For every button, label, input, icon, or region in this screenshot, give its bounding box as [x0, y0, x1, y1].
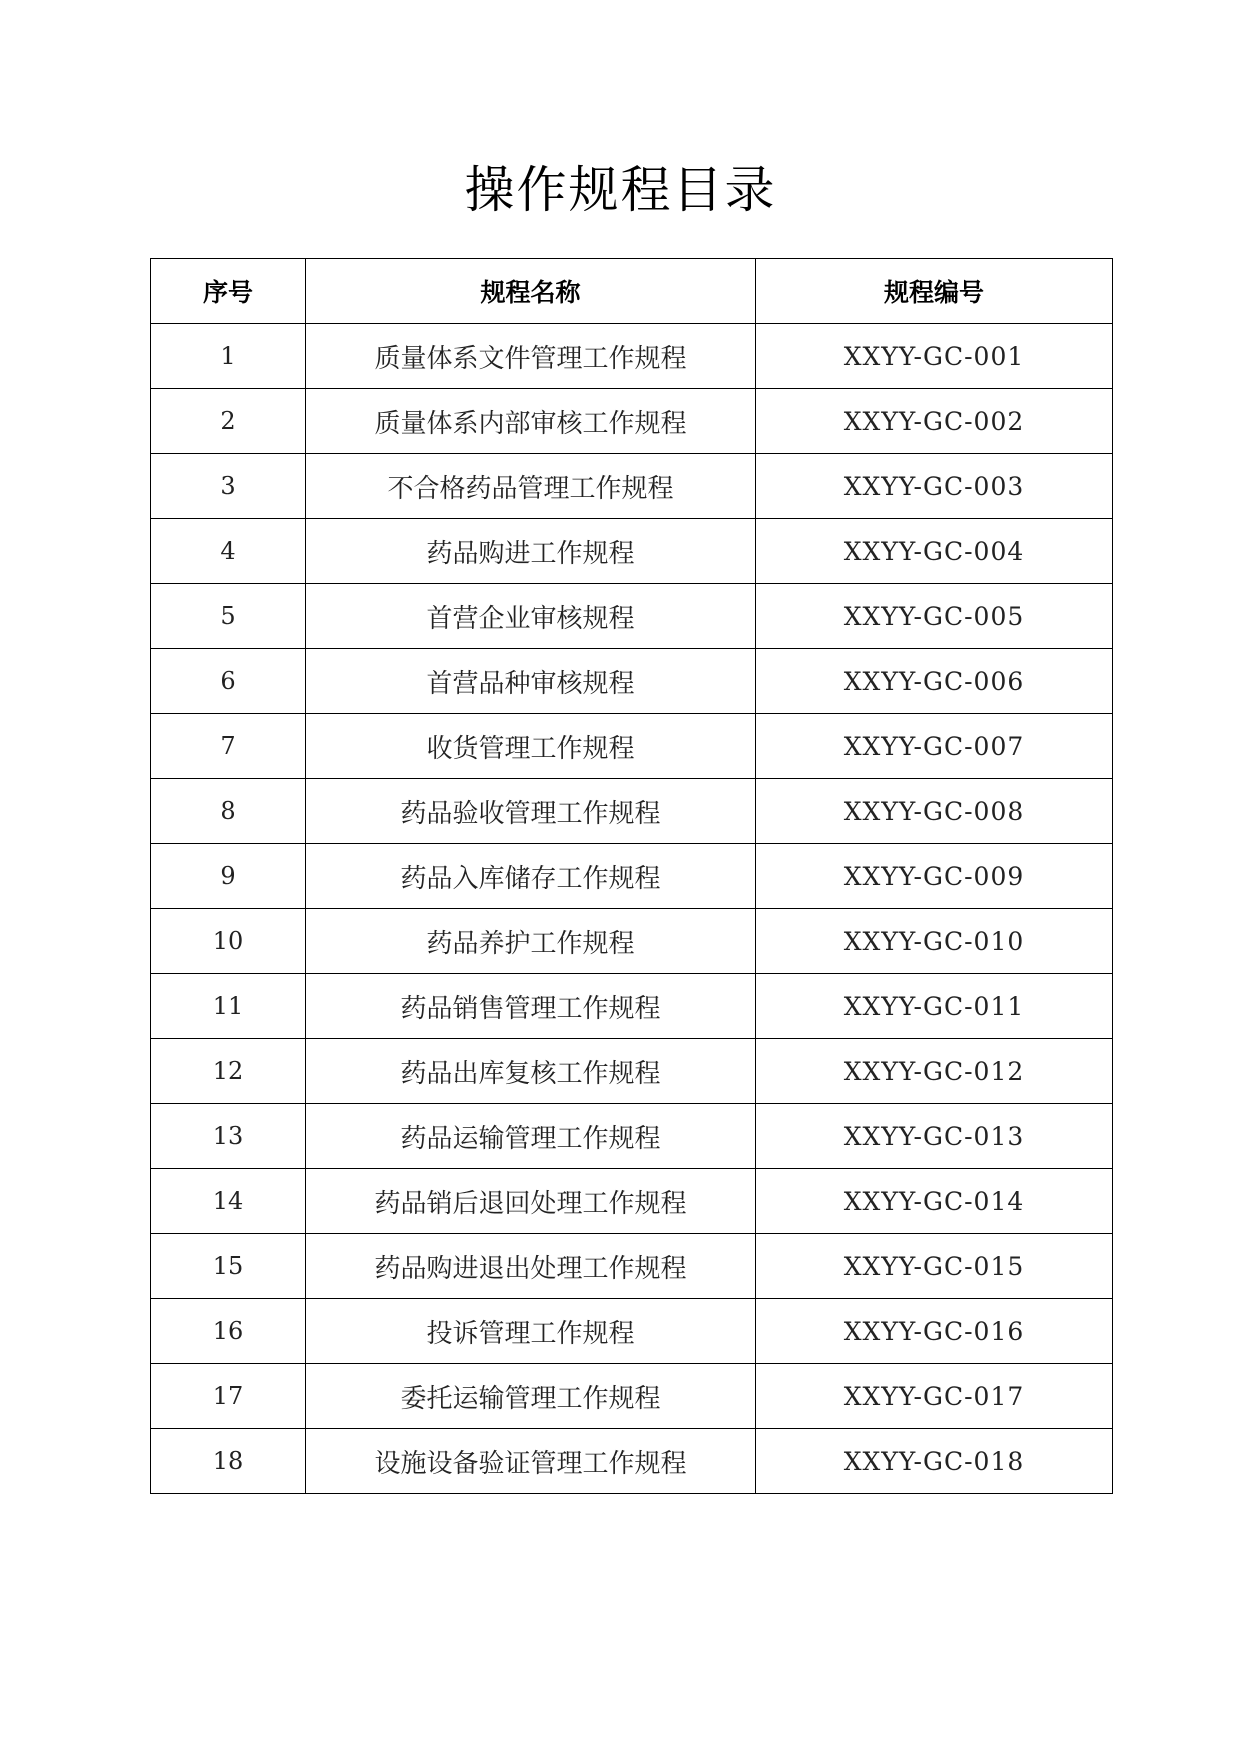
row-procedure-code: XXYY-GC-009 — [756, 844, 1113, 909]
table-row — [151, 714, 1113, 779]
row-procedure-name: 首营品种审核规程 — [306, 649, 756, 714]
row-procedure-code: XXYY-GC-017 — [756, 1364, 1113, 1429]
row-serial-number: 5 — [151, 584, 306, 649]
row-procedure-code: XXYY-GC-011 — [756, 974, 1113, 1039]
row-procedure-name: 药品入库储存工作规程 — [306, 844, 756, 909]
table-header-row — [151, 259, 1113, 324]
page-title: 操作规程目录 — [464, 161, 777, 219]
table-row — [151, 1364, 1113, 1429]
header-procedure-name: 规程名称 — [306, 259, 756, 324]
row-procedure-name: 质量体系内部审核工作规程 — [306, 389, 756, 454]
row-procedure-name: 收货管理工作规程 — [306, 714, 756, 779]
row-serial-number: 1 — [151, 324, 306, 389]
row-procedure-name: 药品购进退出处理工作规程 — [306, 1234, 756, 1299]
row-serial-number: 7 — [151, 714, 306, 779]
row-procedure-code: XXYY-GC-012 — [756, 1039, 1113, 1104]
row-procedure-code: XXYY-GC-003 — [756, 454, 1113, 519]
table-row — [151, 1169, 1113, 1234]
row-procedure-name: 质量体系文件管理工作规程 — [306, 324, 756, 389]
row-procedure-code: XXYY-GC-005 — [756, 584, 1113, 649]
header-procedure-code: 规程编号 — [756, 259, 1113, 324]
row-procedure-name: 投诉管理工作规程 — [306, 1299, 756, 1364]
table-row — [151, 779, 1113, 844]
row-procedure-code: XXYY-GC-014 — [756, 1169, 1113, 1234]
row-procedure-name: 首营企业审核规程 — [306, 584, 756, 649]
row-procedure-code: XXYY-GC-007 — [756, 714, 1113, 779]
row-serial-number: 12 — [151, 1039, 306, 1104]
row-procedure-code: XXYY-GC-015 — [756, 1234, 1113, 1299]
row-procedure-code: XXYY-GC-013 — [756, 1104, 1113, 1169]
row-procedure-code: XXYY-GC-010 — [756, 909, 1113, 974]
row-serial-number: 17 — [151, 1364, 306, 1429]
table-row — [151, 974, 1113, 1039]
row-procedure-code: XXYY-GC-004 — [756, 519, 1113, 584]
table-row — [151, 649, 1113, 714]
row-procedure-name: 药品销后退回处理工作规程 — [306, 1169, 756, 1234]
row-serial-number: 9 — [151, 844, 306, 909]
row-serial-number: 3 — [151, 454, 306, 519]
row-procedure-name: 设施设备验证管理工作规程 — [306, 1429, 756, 1494]
table-row — [151, 1104, 1113, 1169]
row-procedure-code: XXYY-GC-006 — [756, 649, 1113, 714]
table-row — [151, 584, 1113, 649]
table-row — [151, 1039, 1113, 1104]
row-procedure-name: 药品购进工作规程 — [306, 519, 756, 584]
row-serial-number: 2 — [151, 389, 306, 454]
row-procedure-name: 委托运输管理工作规程 — [306, 1364, 756, 1429]
row-procedure-code: XXYY-GC-001 — [756, 324, 1113, 389]
row-serial-number: 4 — [151, 519, 306, 584]
row-serial-number: 8 — [151, 779, 306, 844]
row-procedure-name: 药品销售管理工作规程 — [306, 974, 756, 1039]
row-serial-number: 6 — [151, 649, 306, 714]
table-row — [151, 389, 1113, 454]
table-row — [151, 1299, 1113, 1364]
row-procedure-code: XXYY-GC-018 — [756, 1429, 1113, 1494]
row-procedure-name: 药品出库复核工作规程 — [306, 1039, 756, 1104]
row-procedure-code: XXYY-GC-008 — [756, 779, 1113, 844]
table-row — [151, 324, 1113, 389]
row-procedure-name: 不合格药品管理工作规程 — [306, 454, 756, 519]
row-procedure-name: 药品运输管理工作规程 — [306, 1104, 756, 1169]
row-serial-number: 15 — [151, 1234, 306, 1299]
row-procedure-name: 药品养护工作规程 — [306, 909, 756, 974]
row-serial-number: 16 — [151, 1299, 306, 1364]
table-row — [151, 454, 1113, 519]
table-row — [151, 909, 1113, 974]
row-serial-number: 13 — [151, 1104, 306, 1169]
table-row — [151, 1429, 1113, 1494]
row-serial-number: 14 — [151, 1169, 306, 1234]
row-procedure-code: XXYY-GC-016 — [756, 1299, 1113, 1364]
row-serial-number: 18 — [151, 1429, 306, 1494]
row-procedure-code: XXYY-GC-002 — [756, 389, 1113, 454]
row-procedure-name: 药品验收管理工作规程 — [306, 779, 756, 844]
header-serial-number: 序号 — [151, 259, 306, 324]
row-serial-number: 10 — [151, 909, 306, 974]
table-row — [151, 844, 1113, 909]
row-serial-number: 11 — [151, 974, 306, 1039]
procedure-table — [150, 258, 1113, 1494]
table-row — [151, 1234, 1113, 1299]
table-row — [151, 519, 1113, 584]
